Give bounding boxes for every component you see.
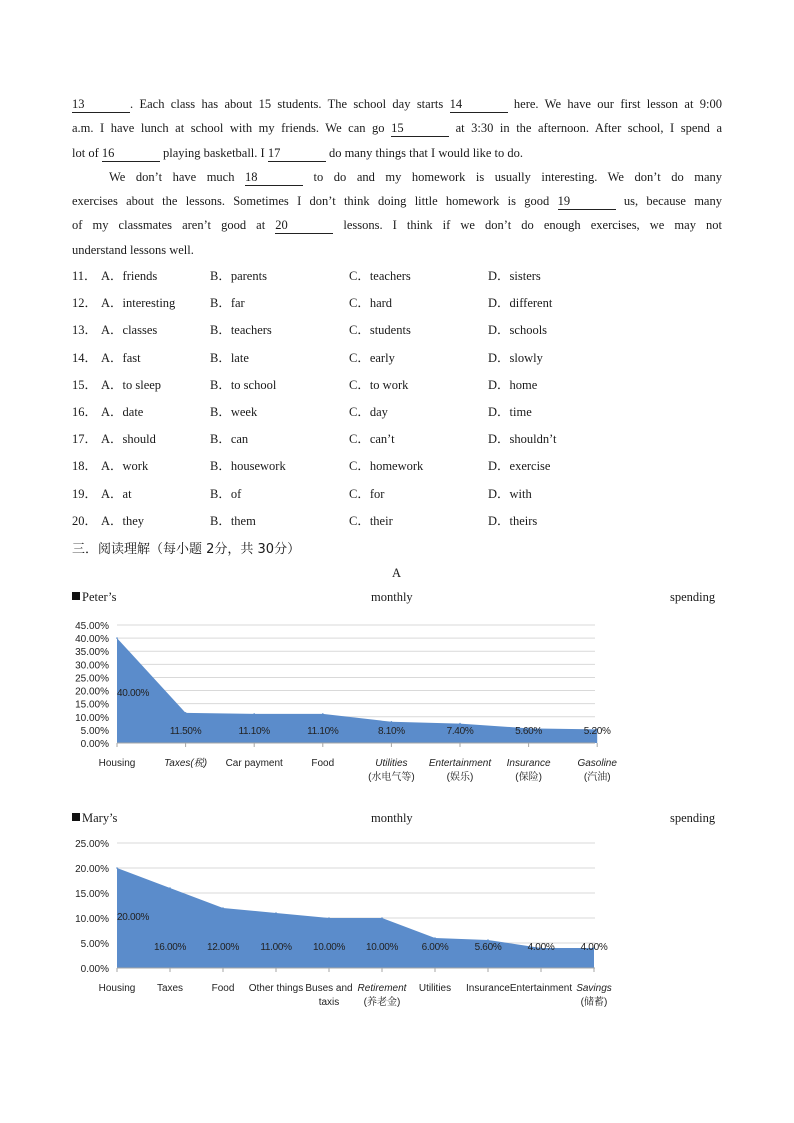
data-label: 11.50% — [169, 726, 202, 737]
question-number: 12． — [72, 296, 98, 311]
data-point — [391, 721, 393, 723]
passage-text: us, because many — [615, 194, 722, 209]
category-label: Insurance — [506, 758, 551, 769]
mary-spending-chart — [60, 834, 630, 1018]
option-c: C．can’t — [349, 432, 395, 447]
option-b: B．late — [210, 350, 249, 365]
category-label: Entertainment — [428, 758, 492, 769]
chart1-title-left — [72, 590, 117, 605]
category-label: Utilities — [418, 983, 452, 994]
data-label: 5.60% — [515, 726, 543, 737]
option-d: D．shouldn’t — [488, 432, 557, 447]
y-tick-label: 5.00% — [80, 725, 109, 737]
option-d: D．with — [488, 486, 532, 501]
option-c: C．their — [349, 513, 393, 528]
y-tick-label: 25.00% — [75, 839, 109, 850]
data-point — [222, 907, 224, 909]
option-d: D．schools — [488, 323, 548, 338]
data-point — [328, 917, 330, 919]
category-label: Taxes(税) — [164, 758, 208, 769]
question-number: 16． — [72, 405, 98, 419]
y-tick-label: 5.00% — [80, 939, 109, 950]
chart2-title-owner: Mary’s — [82, 811, 118, 825]
question-number: 20． — [72, 513, 98, 528]
chart1-title-right: spending — [670, 590, 716, 604]
data-label: 20.00% — [116, 912, 150, 923]
option-b: B．to school — [210, 377, 277, 392]
y-tick-label: 20.00% — [75, 864, 109, 875]
option-b: B．can — [210, 432, 249, 447]
option-b: B．housework — [210, 459, 286, 474]
data-label: 5.20% — [583, 726, 611, 737]
y-tick-label: 45.00% — [75, 621, 109, 632]
chart1-title-owner: Peter’s — [82, 590, 117, 604]
option-b: B．parents — [210, 269, 267, 283]
option-b: B．week — [210, 405, 258, 419]
option-a: A．date — [101, 405, 144, 419]
square-bullet-icon — [72, 592, 80, 600]
option-c: C．to work — [349, 377, 409, 392]
question-row — [72, 266, 732, 286]
data-point — [253, 713, 255, 715]
question-row — [72, 320, 732, 340]
data-label: 7.40% — [446, 726, 474, 737]
question-row — [72, 484, 732, 504]
passage-text: exercises about the lessons. Sometimes I don’t think doing little homework is good — [72, 194, 558, 209]
option-a: A．fast — [101, 350, 141, 365]
data-label: 12.00% — [206, 942, 240, 953]
option-d: D．theirs — [488, 513, 538, 528]
data-label: 16.00% — [153, 942, 187, 953]
option-a: A．to sleep — [101, 377, 162, 392]
passage-text: here. We have our first lesson at 9:00 — [507, 97, 722, 111]
question-number: 19． — [72, 486, 98, 501]
option-c: C．homework — [349, 459, 424, 474]
blank-16: 16 — [102, 146, 160, 162]
data-point — [322, 713, 324, 715]
chart2-title-left — [72, 811, 117, 826]
category-label: Buses and — [305, 983, 353, 994]
category-sublabel: (水电气等) — [368, 772, 415, 783]
blank-17: 17 — [268, 146, 326, 162]
section-title: 三．阅读理解（每小题 2分，共 30分） — [72, 542, 301, 557]
option-d: D．different — [488, 296, 553, 311]
passage-line — [72, 189, 722, 213]
blank-19: 19 — [558, 194, 616, 210]
passage-text: to do and my homework is usually interesting. We don’t do many — [303, 169, 723, 184]
data-label: 4.00% — [527, 942, 555, 953]
square-bullet-icon — [72, 813, 80, 821]
question-number: 18． — [72, 459, 98, 474]
passage-text: a.m. I have lunch at school with my friends. We can go — [72, 121, 392, 136]
option-c: C．teachers — [349, 269, 411, 283]
data-label: 6.00% — [421, 942, 449, 953]
data-point — [116, 637, 118, 639]
question-number: 14． — [72, 350, 98, 365]
option-d: D．home — [488, 377, 538, 392]
option-b: B．of — [210, 486, 242, 501]
chart2-title-middle: monthly — [371, 811, 413, 825]
category-label: Other things — [248, 983, 304, 994]
question-number: 11． — [72, 269, 97, 283]
cloze-passage — [72, 92, 722, 262]
category-label: Entertainment — [509, 983, 573, 994]
blank-18: 18 — [245, 170, 303, 186]
passage-line — [72, 165, 722, 189]
data-label: 5.60% — [474, 942, 502, 953]
option-b: B．teachers — [210, 323, 272, 338]
option-a: A．at — [101, 486, 132, 501]
category-label: Savings — [576, 983, 612, 994]
passage-text: lessons. I think if we don’t do enough exercises, we may not — [333, 218, 722, 233]
y-tick-label: 15.00% — [75, 699, 109, 711]
y-tick-label: 40.00% — [75, 634, 109, 646]
option-d: D．sisters — [488, 269, 541, 283]
option-c: C．early — [349, 350, 395, 365]
question-row — [72, 348, 732, 368]
category-sublabel: (保险) — [515, 772, 542, 783]
category-sublabel: taxis — [318, 997, 340, 1008]
category-label: Housing — [98, 983, 136, 994]
option-a: A．interesting — [101, 296, 176, 311]
option-b: B．far — [210, 296, 245, 311]
data-label: 4.00% — [580, 942, 608, 953]
category-label: Taxes — [156, 983, 184, 994]
passage-text: at 3:30 in the afternoon. After school, I spend a — [449, 121, 722, 136]
data-point — [185, 712, 187, 714]
question-number: 17． — [72, 432, 98, 447]
category-sublabel: (汽油) — [583, 772, 611, 783]
option-d: D．exercise — [488, 459, 551, 474]
data-point — [434, 937, 436, 939]
y-tick-label: 10.00% — [75, 712, 109, 724]
y-tick-label: 20.00% — [75, 686, 109, 698]
y-tick-label: 15.00% — [75, 889, 109, 900]
category-label: Food — [211, 983, 235, 994]
y-tick-label: 10.00% — [75, 914, 109, 925]
option-c: C．hard — [349, 296, 393, 311]
category-sublabel: (储蓄) — [580, 997, 608, 1008]
passage-text: of my classmates aren’t good at — [72, 218, 276, 233]
question-row — [72, 429, 732, 449]
option-a: A．work — [101, 459, 149, 474]
category-sublabel: (养老金) — [363, 997, 401, 1008]
option-b: B．them — [210, 513, 256, 528]
blank-13: 13 — [72, 97, 130, 113]
option-c: C．students — [349, 323, 411, 338]
data-label: 11.00% — [260, 942, 292, 953]
chart2-title-right: spending — [670, 811, 716, 825]
data-point — [169, 887, 171, 889]
category-label: Insurance — [466, 983, 510, 994]
passage-text: playing basketball. I — [159, 145, 268, 160]
blank-15: 15 — [391, 121, 449, 137]
category-label: Food — [311, 758, 335, 769]
data-point — [487, 939, 489, 941]
data-label: 10.00% — [365, 942, 399, 953]
question-row — [72, 511, 732, 531]
passage-text: . Each class has about 15 students. The school day starts — [130, 97, 450, 111]
data-label: 11.10% — [238, 726, 270, 737]
passage-line — [72, 238, 722, 262]
question-row — [72, 293, 732, 313]
y-tick-label: 0.00% — [80, 739, 109, 750]
option-a: A．they — [101, 513, 145, 528]
data-point — [459, 723, 461, 725]
chart1-title-middle: monthly — [371, 590, 413, 604]
category-label: Housing — [98, 758, 136, 769]
passage-line — [72, 92, 722, 116]
blank-20: 20 — [275, 218, 333, 234]
y-tick-label: 30.00% — [75, 660, 109, 672]
question-number: 15． — [72, 377, 98, 392]
passage-text: understand lessons well. — [72, 242, 194, 257]
peter-spending-chart — [60, 612, 620, 804]
question-number: 13． — [72, 323, 98, 338]
data-point — [116, 867, 118, 869]
category-sublabel: (娱乐) — [446, 772, 474, 783]
question-row — [72, 456, 732, 476]
option-c: C．day — [349, 405, 388, 419]
passage-text: We don’t have much — [109, 169, 246, 184]
data-label: 10.00% — [312, 942, 346, 953]
category-label: Utilities — [375, 758, 408, 769]
option-a: A．classes — [101, 323, 158, 338]
option-d: D．time — [488, 405, 532, 419]
question-row — [72, 375, 732, 395]
question-row — [72, 402, 732, 422]
option-c: C．for — [349, 486, 385, 501]
passage-text: do many things that I would like to do. — [325, 145, 524, 160]
option-d: D．slowly — [488, 350, 543, 365]
passage-line — [72, 141, 722, 165]
passage-line — [72, 213, 722, 237]
passage-text: lot of — [72, 145, 102, 160]
data-point — [381, 917, 383, 919]
passage-label: A — [392, 566, 402, 580]
y-tick-label: 0.00% — [80, 964, 109, 975]
category-label: Car payment — [225, 758, 283, 769]
blank-14: 14 — [450, 97, 508, 113]
data-label: 40.00% — [116, 688, 150, 700]
option-a: A．should — [101, 432, 156, 447]
data-label: 11.10% — [307, 726, 339, 737]
passage-line — [72, 116, 722, 140]
category-label: Retirement — [357, 983, 407, 994]
data-point — [275, 912, 277, 914]
y-tick-label: 25.00% — [75, 673, 109, 685]
category-label: Gasoline — [577, 758, 617, 769]
y-tick-label: 35.00% — [75, 647, 109, 659]
data-label: 8.10% — [377, 726, 405, 737]
option-a: A．friends — [101, 269, 158, 283]
